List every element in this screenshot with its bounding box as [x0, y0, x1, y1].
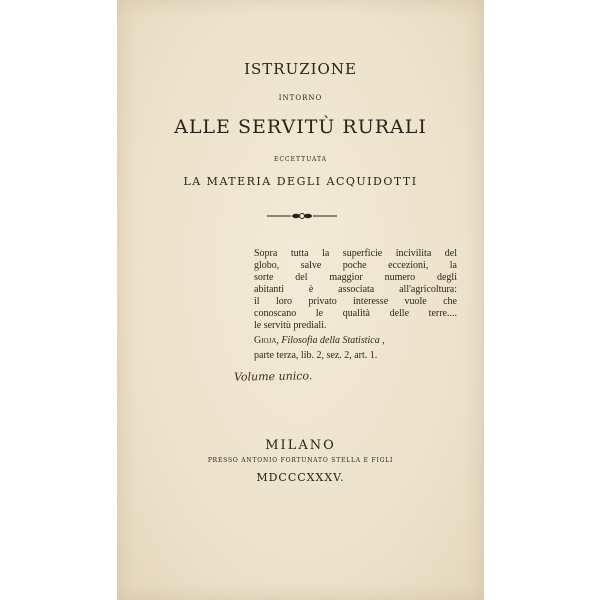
epigraph-line: conoscano le qualità delle terre.... — [254, 308, 457, 319]
epigraph-line: Sopra tutta la superficie incivilita del — [254, 248, 457, 259]
main-title: ALLE SERVITÙ RURALI — [174, 116, 427, 138]
citation-punctuation: , — [382, 335, 385, 346]
epigraph-line: abitanti è associata all'agricoltura: — [254, 284, 457, 295]
epigraph — [254, 248, 457, 362]
handwritten-note: Volume unico. — [233, 369, 313, 384]
title-line-intorno: INTORNO — [278, 94, 323, 102]
title-page — [117, 0, 484, 600]
rule-ornament-icon — [267, 211, 337, 221]
imprint-publisher: PRESSO ANTONIO FORTUNATO STELLA E FIGLI — [207, 457, 394, 464]
citation-author: Gioja — [254, 335, 277, 346]
epigraph-line: il loro privato interesse vuole che — [254, 296, 457, 307]
epigraph-line: sorte del maggior numero degli — [254, 272, 457, 283]
subtitle: LA MATERIA DEGLI ACQUIDOTTI — [183, 175, 418, 188]
citation-work: Filosofia della Statistica — [281, 335, 380, 346]
title-line-istruzione: ISTRUZIONE — [244, 60, 357, 78]
title-line-eccettuata: ECCETTUATA — [274, 156, 327, 163]
epigraph-line: le servitù prediali. — [254, 320, 327, 331]
imprint-city: MILANO — [265, 438, 336, 453]
epigraph-citation: Gioja, Filosofia della Statistica , — [254, 335, 385, 346]
imprint-year: MDCCCXXXV. — [256, 471, 345, 484]
citation-reference: parte terza, lib. 2, sez. 2, art. 1. — [254, 350, 378, 361]
epigraph-line: globo, salve poche eccezioni, la — [254, 260, 457, 271]
